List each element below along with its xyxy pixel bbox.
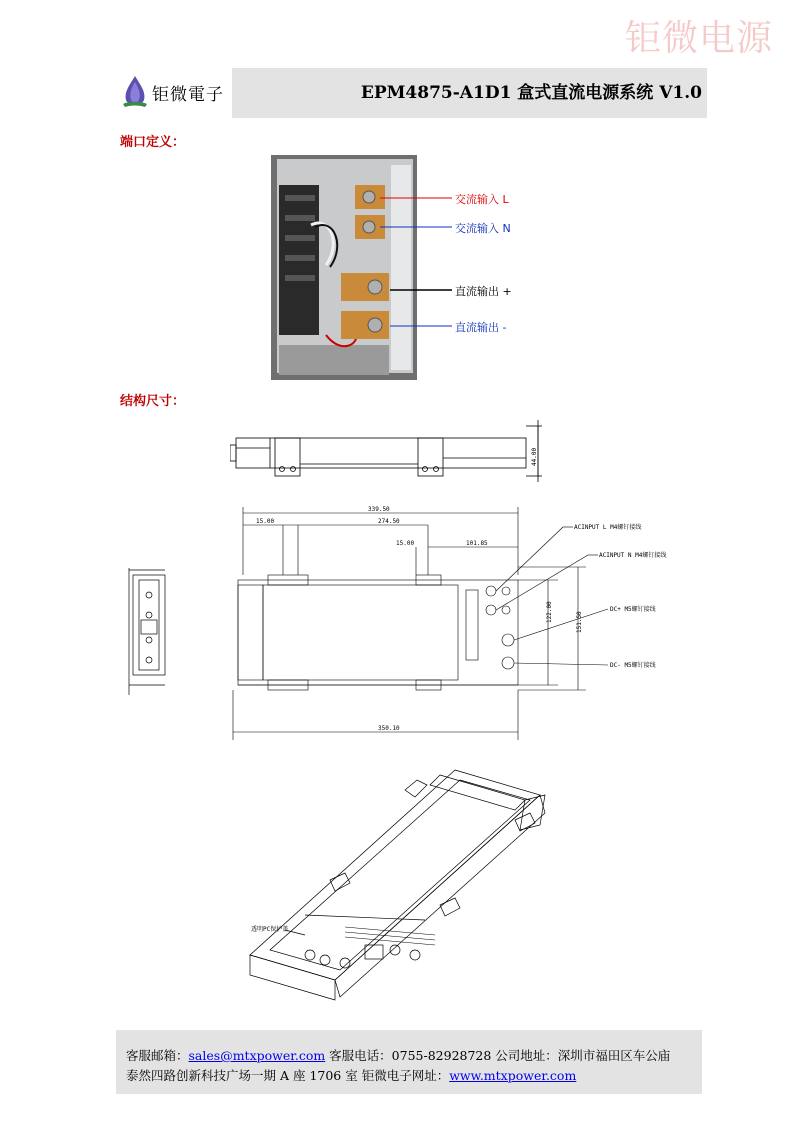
dim-side-height: 44.00 (531, 447, 538, 466)
footer-website-link[interactable]: www.mtxpower.com (449, 1068, 577, 1083)
port-leaders (380, 190, 455, 335)
side-view-drawing (230, 420, 550, 485)
ports-heading: 端口定义： (120, 135, 186, 150)
top-view-drawing (228, 505, 793, 745)
footer-email-link[interactable]: sales@mtxpower.com (188, 1048, 326, 1063)
dim-right-span: 101.85 (466, 540, 488, 547)
dim-height-a: 122.00 (546, 601, 553, 623)
company-logo (120, 74, 150, 110)
isometric-drawing (245, 765, 575, 1010)
port-label-ac-n: 交流输入 N (455, 222, 511, 235)
document-title: EPM4875-A1D1 盒式直流电源系统 V1.0 (360, 83, 702, 103)
dim-mid-span: 274.50 (378, 518, 400, 525)
brand-name: 钜微電子 (152, 85, 224, 105)
side-height-label-box (527, 440, 539, 470)
end-view-drawing (125, 560, 175, 700)
footer-line-1 (126, 1046, 670, 1064)
port-label-dc-minus: 直流输出 - (455, 321, 507, 334)
callout-pc-cover: 透明PC保护盖 (251, 926, 289, 933)
port-label-ac-l: 交流输入 L (455, 193, 509, 206)
dim-overall-bottom: 350.10 (378, 725, 400, 732)
callout-dc-plus: DC+ M5螺钉接线 (610, 606, 656, 613)
structure-heading: 结构尺寸： (120, 394, 186, 409)
watermark: 钜微电源 (624, 18, 773, 59)
callout-dc-minus: DC- M5螺钉接线 (610, 662, 656, 669)
footer-contact-text: 客服电话：0755-82928728 公司地址：深圳市福田区车公庙 (325, 1048, 671, 1063)
callout-ac-l: ACINPUT L M4螺钉接线 (574, 524, 642, 531)
footer-line-2 (126, 1066, 576, 1084)
footer-email-label: 客服邮箱： (126, 1048, 189, 1063)
dim-right-offset: 15.00 (396, 540, 415, 547)
dim-overall-top: 339.50 (368, 506, 390, 513)
dim-left-offset: 15.00 (256, 518, 275, 525)
dim-height-b: 151.50 (576, 611, 583, 633)
port-label-dc-plus: 直流输出 + (455, 285, 512, 298)
callout-ac-n: ACINPUT N M4螺钉接线 (599, 552, 667, 559)
footer-address-text: 泰然四路创新科技广场一期 A 座 1706 室 钜微电子网址： (126, 1068, 450, 1083)
